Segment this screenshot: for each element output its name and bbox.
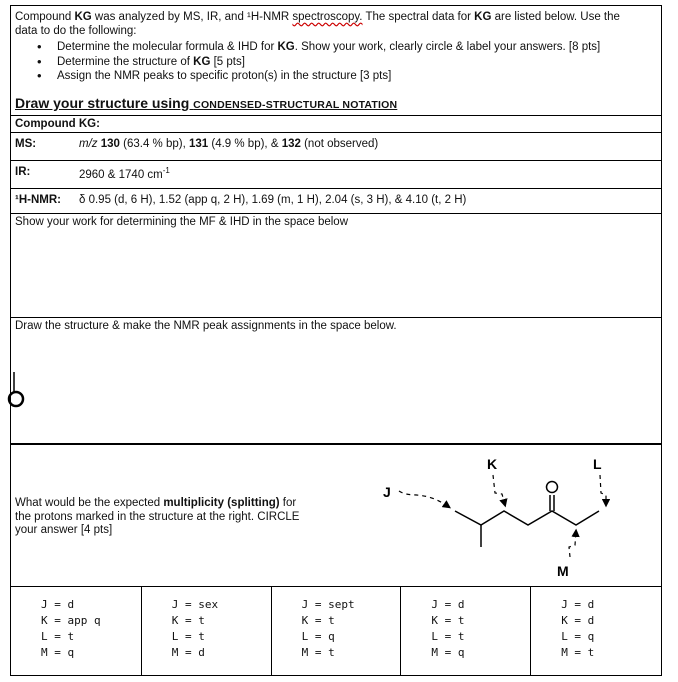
- answer-choice[interactable]: [271, 587, 402, 675]
- answer-line: L = q: [301, 630, 335, 643]
- answer-line: K = t: [171, 614, 205, 627]
- answer-line: M = t: [561, 646, 595, 659]
- spellcheck-word: spectroscopy.: [292, 11, 363, 23]
- label-m: M: [557, 563, 569, 579]
- answer-line: J = d: [41, 598, 75, 611]
- label-l: L: [593, 456, 602, 472]
- answer-line: L = t: [171, 630, 205, 643]
- label-k: K: [487, 456, 498, 472]
- answer-choice[interactable]: [530, 587, 661, 675]
- answer-choice[interactable]: [141, 587, 272, 675]
- intro-text-a: Compound: [15, 11, 75, 23]
- molecule-structure-diagram: [371, 451, 631, 581]
- answer-line: J = sept: [301, 598, 355, 611]
- answer-choice[interactable]: [400, 587, 531, 675]
- compound-title: Compound KG:: [15, 118, 100, 130]
- answer-line: M = q: [431, 646, 465, 659]
- label-j: J: [383, 484, 391, 500]
- nmr-label: ¹H-NMR:: [15, 194, 61, 206]
- intro-line-2: data to do the following:: [15, 25, 137, 37]
- answer-choices: [11, 586, 661, 675]
- answer-line: M = t: [301, 646, 335, 659]
- answer-line: M = d: [171, 646, 205, 659]
- arrow-j: [399, 491, 449, 507]
- task-item: • Determine the molecular formula & IHD for KG. Show your work, clearly circle & label your answers. [8 pts]: [35, 40, 600, 55]
- answer-line: K = t: [431, 614, 465, 627]
- answer-line: J = d: [561, 598, 595, 611]
- ms-label: MS:: [15, 138, 37, 150]
- answer-choice[interactable]: [11, 587, 141, 675]
- ir-label: IR:: [15, 166, 31, 178]
- instructions-box: [10, 5, 662, 116]
- answer-line: L = t: [431, 630, 465, 643]
- spectral-data-box: [10, 116, 662, 214]
- arrow-l: [600, 475, 606, 505]
- intro-compound-name: KG: [74, 11, 92, 23]
- intro-text-c: was analyzed by MS, IR, and: [91, 11, 248, 23]
- task-list: [35, 40, 600, 84]
- multiplicity-question-box: [10, 444, 662, 676]
- answer-line: J = sex: [171, 598, 219, 611]
- draw-structure-heading: Draw your structure using CONDENSED-STRUCTURAL NOTATION: [15, 95, 398, 111]
- answer-line: K = t: [301, 614, 335, 627]
- carbonyl-oxygen: [547, 482, 558, 493]
- task-item: • Determine the structure of KG [5 pts]: [35, 55, 600, 70]
- answer-line: M = q: [41, 646, 75, 659]
- instructions-text: Compound KG was analyzed by MS, IR, and ¹H-NMR spectroscopy. The spectral data for KG are listed below. Use the data to do the following:: [15, 11, 620, 37]
- nmr-prompt: Draw the structure & make the NMR peak assignments in the space below.: [15, 320, 397, 332]
- answer-line: L = t: [41, 630, 75, 643]
- intro-compound-name-2: KG: [474, 11, 492, 23]
- task-item: • Assign the NMR peaks to specific proton(s) in the structure [3 pts]: [35, 69, 600, 84]
- nmr-values: δ 0.95 (d, 6 H), 1.52 (app q, 2 H), 1.69 (m, 1 H), 2.04 (s, 3 H), & 4.10 (t, 2 H): [79, 194, 467, 206]
- arrow-m: [569, 531, 576, 557]
- answer-line: L = q: [561, 630, 595, 643]
- answer-line: J = d: [431, 598, 465, 611]
- answer-line: K = d: [561, 614, 595, 627]
- answer-line: K = app q: [41, 614, 101, 627]
- ms-values: m/z 130 (63.4 % bp), 131 (4.9 % bp), & 132 (not observed): [79, 138, 379, 150]
- ir-values: 2960 & 1740 $cm^{-1}$: [79, 166, 170, 181]
- work-prompt: Show your work for determining the MF & IHD in the space below: [15, 216, 349, 228]
- multiplicity-question: What would be the expected multiplicity (splitting) for the protons marked in the structure at the right. CIRCLE your answer [4 pts]: [15, 497, 300, 536]
- text-cursor-circle-icon: [5, 370, 29, 410]
- intro-text-d: ¹H-NMR: [247, 11, 290, 23]
- work-area[interactable]: [10, 214, 662, 318]
- nmr-assignment-area[interactable]: [10, 318, 662, 444]
- arrow-k: [493, 475, 505, 505]
